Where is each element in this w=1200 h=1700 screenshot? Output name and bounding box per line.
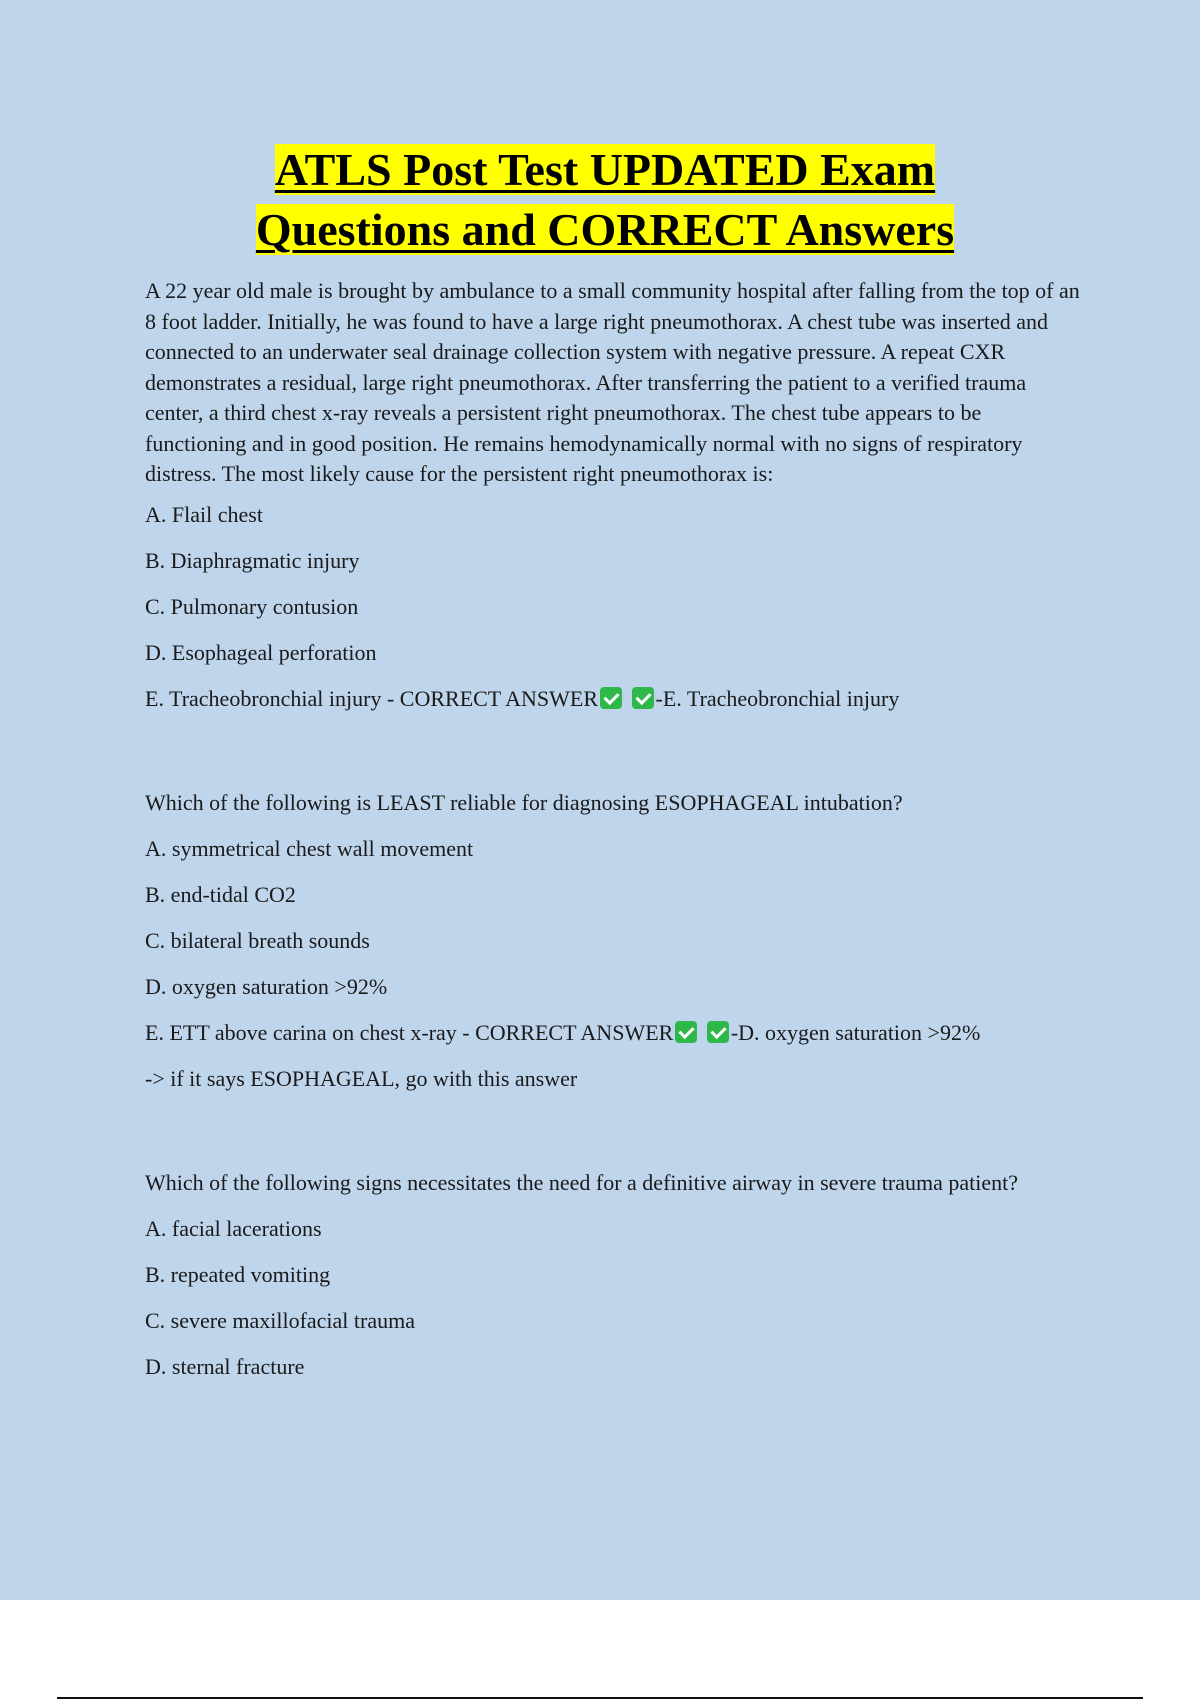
footer-divider (57, 1697, 1143, 1699)
question-2-option-c: C. bilateral breath sounds (145, 927, 370, 953)
question-1-option-b: B. Diaphragmatic injury (145, 547, 360, 573)
question-1-option-e: E. Tracheobronchial injury - CORRECT ANSWER (145, 685, 599, 711)
question-1-option-c: C. Pulmonary contusion (145, 593, 359, 619)
question-separator (145, 1110, 1085, 1168)
question-2-correct-answer: -D. oxygen saturation >92% (730, 1019, 981, 1045)
question-2-note: -> if it says ESOPHAGEAL, go with this answer (145, 1065, 578, 1091)
question-3-option-d: D. sternal fracture (145, 1354, 305, 1379)
document-title (125, 140, 1085, 260)
question-3-stem: Which of the following signs necessitates the need for a definitive airway in severe trauma patient? (145, 1169, 1018, 1195)
question-3-option-c: C. severe maxillofacial trauma (145, 1308, 415, 1333)
document-content (145, 140, 1085, 1398)
question-2-option-a: A. symmetrical chest wall movement (145, 835, 474, 861)
question-2-option-b: B. end-tidal CO2 (145, 881, 296, 907)
question-3 (145, 1168, 1085, 1383)
title-line-2: Questions and CORRECT Answers (255, 204, 955, 255)
question-1-option-a: A. Flail chest (145, 501, 263, 527)
check-box-icon (632, 687, 654, 709)
check-box-icon (600, 687, 622, 709)
question-1-correct-answer: -E. Tracheobronchial injury (655, 685, 900, 711)
question-1 (145, 276, 1085, 714)
check-box-icon (707, 1021, 729, 1043)
question-2-option-e: E. ETT above carina on chest x-ray - CORRECT ANSWER (145, 1019, 674, 1045)
question-1-stem: A 22 year old male is brought by ambulance to a small community hospital after falling from the top of an 8 foot ladder. Initially, he was found to have a large right pneumothorax. A chest tube was inserted and connected to an underwater seal drainage collection system with negative pressure. A repeat CXR demonstrates a residual, large right pneumothorax. After transferring the patient to a verified trauma center, a third chest x-ray reveals a persistent right pneumothorax. The chest tube appears to be functioning and in good position. He remains hemodynamically normal with no signs of respiratory distress. The most likely cause for the persistent right pneumothorax is: (145, 278, 1080, 486)
question-1-option-d: D. Esophageal perforation (145, 639, 377, 665)
check-box-icon (675, 1021, 697, 1043)
question-2 (145, 788, 1085, 1094)
question-3-option-b: B. repeated vomiting (145, 1262, 331, 1287)
question-1-option-e-answer (145, 684, 1085, 714)
question-2-option-e-answer (145, 1018, 1085, 1048)
title-line-1: ATLS Post Test UPDATED Exam (274, 144, 936, 195)
question-separator (145, 730, 1085, 788)
question-3-option-a: A. facial lacerations (145, 1216, 322, 1241)
question-2-stem: Which of the following is LEAST reliable for diagnosing ESOPHAGEAL intubation? (145, 789, 903, 815)
question-2-option-d: D. oxygen saturation >92% (145, 973, 388, 999)
